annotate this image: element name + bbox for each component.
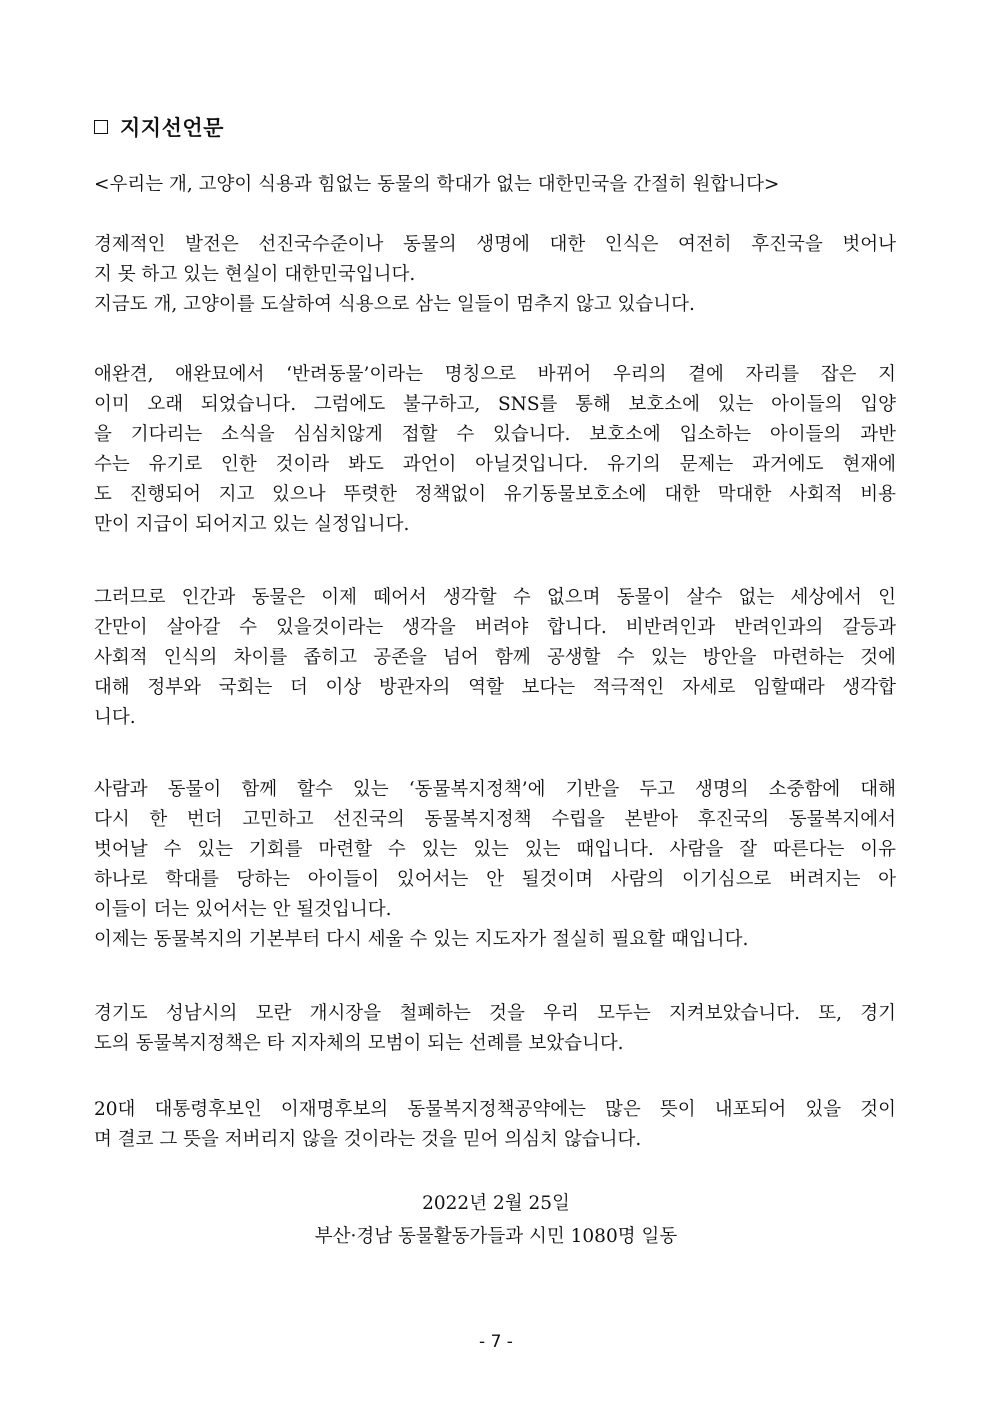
paragraph-line: 경기도 성남시의 모란 개시장을 철폐하는 것을 우리 모두는 지켜보았습니다. 또, 경기 [94, 1003, 896, 1024]
paragraph-4 [94, 775, 896, 955]
paragraph-line: 도 진행되어 지고 있으나 뚜렷한 정책없이 유기동물보호소에 대한 막대한 사회적 비용 [94, 484, 896, 505]
paragraph-line: 간만이 살아갈 수 있을것이라는 생각을 버려야 합니다. 비반려인과 반려인과의 갈등과 [94, 617, 896, 638]
paragraph-line: 이미 오래 되었습니다. 그럼에도 불구하고, SNS를 통해 보호소에 있는 아이들의 입양 [94, 394, 896, 415]
paragraph-line: 하나로 학대를 당하는 아이들이 있어서는 안 될것이며 사람의 이기심으로 버려지는 아 [94, 869, 896, 890]
paragraph-line: 다시 한 번더 고민하고 선진국의 동물복지정책 수립을 본받아 후진국의 동물복지에서 [94, 809, 896, 830]
paragraph-6 [94, 1095, 896, 1155]
declaration-date: 2022년 2월 25일 [422, 1193, 570, 1214]
paragraph-line: 애완견, 애완묘에서 ‘반려동물’이라는 명칭으로 바뀌어 우리의 곁에 자리를 잡은 지 [94, 364, 896, 385]
heading-title: 지지선언문 [120, 116, 224, 140]
paragraph-line: 이제는 동물복지의 기본부터 다시 세울 수 있는 지도자가 절실히 필요할 때입니다. [94, 929, 749, 950]
paragraph-line: 경제적인 발전은 선진국수준이나 동물의 생명에 대한 인식은 여전히 후진국을 벗어나 [94, 234, 896, 255]
paragraph-1 [94, 230, 896, 320]
declaration-signature: 부산·경남 동물활동가들과 시민 1080명 일동 [314, 1226, 678, 1247]
paragraph-line: 지금도 개, 고양이를 도살하여 식용으로 삼는 일들이 멈추지 않고 있습니다. [94, 294, 695, 315]
paragraph-2 [94, 360, 896, 540]
section-heading [94, 112, 224, 142]
paragraph-3 [94, 583, 896, 733]
paragraph-line: 그러므로 인간과 동물은 이제 떼어서 생각할 수 없으며 동물이 살수 없는 세상에서 인 [94, 587, 896, 608]
paragraph-line: 사람과 동물이 함께 할수 있는 ‘동물복지정책’에 기반을 두고 생명의 소중함에 대해 [94, 779, 896, 800]
declaration-subtitle: <우리는 개, 고양이 식용과 힘없는 동물의 학대가 없는 대한민국을 간절히 원합니다> [94, 174, 780, 195]
paragraph-line: 벗어날 수 있는 기회를 마련할 수 있는 있는 있는 때입니다. 사람을 잘 따른다는 이유 [94, 839, 896, 860]
paragraph-line: 니다. [94, 707, 136, 728]
paragraph-line: 이들이 더는 있어서는 안 될것입니다. [94, 899, 392, 920]
paragraph-line: 20대 대통령후보인 이재명후보의 동물복지정책공약에는 많은 뜻이 내포되어 있을 것이 [94, 1099, 896, 1120]
paragraph-line: 도의 동물복지정책은 타 지자체의 모범이 되는 선례를 보았습니다. [94, 1033, 624, 1054]
paragraph-line: 만이 지급이 되어지고 있는 실정입니다. [94, 514, 410, 535]
checkbox-square-icon [94, 120, 108, 134]
paragraph-line: 사회적 인식의 차이를 좁히고 공존을 넘어 함께 공생할 수 있는 방안을 마련하는 것에 [94, 647, 896, 668]
paragraph-line: 대해 정부와 국회는 더 이상 방관자의 역할 보다는 적극적인 자세로 임할때라 생각합 [94, 677, 896, 698]
paragraph-line: 을 기다리는 소식을 심심치않게 접할 수 있습니다. 보호소에 입소하는 아이들의 과반 [94, 424, 896, 445]
paragraph-line: 지 못 하고 있는 현실이 대한민국입니다. [94, 264, 416, 285]
paragraph-line: 며 결코 그 뜻을 저버리지 않을 것이라는 것을 믿어 의심치 않습니다. [94, 1129, 642, 1150]
paragraph-5 [94, 999, 896, 1059]
paragraph-line: 수는 유기로 인한 것이라 봐도 과언이 아닐것입니다. 유기의 문제는 과거에도 현재에 [94, 454, 896, 475]
page-number: - 7 - [479, 1332, 513, 1352]
